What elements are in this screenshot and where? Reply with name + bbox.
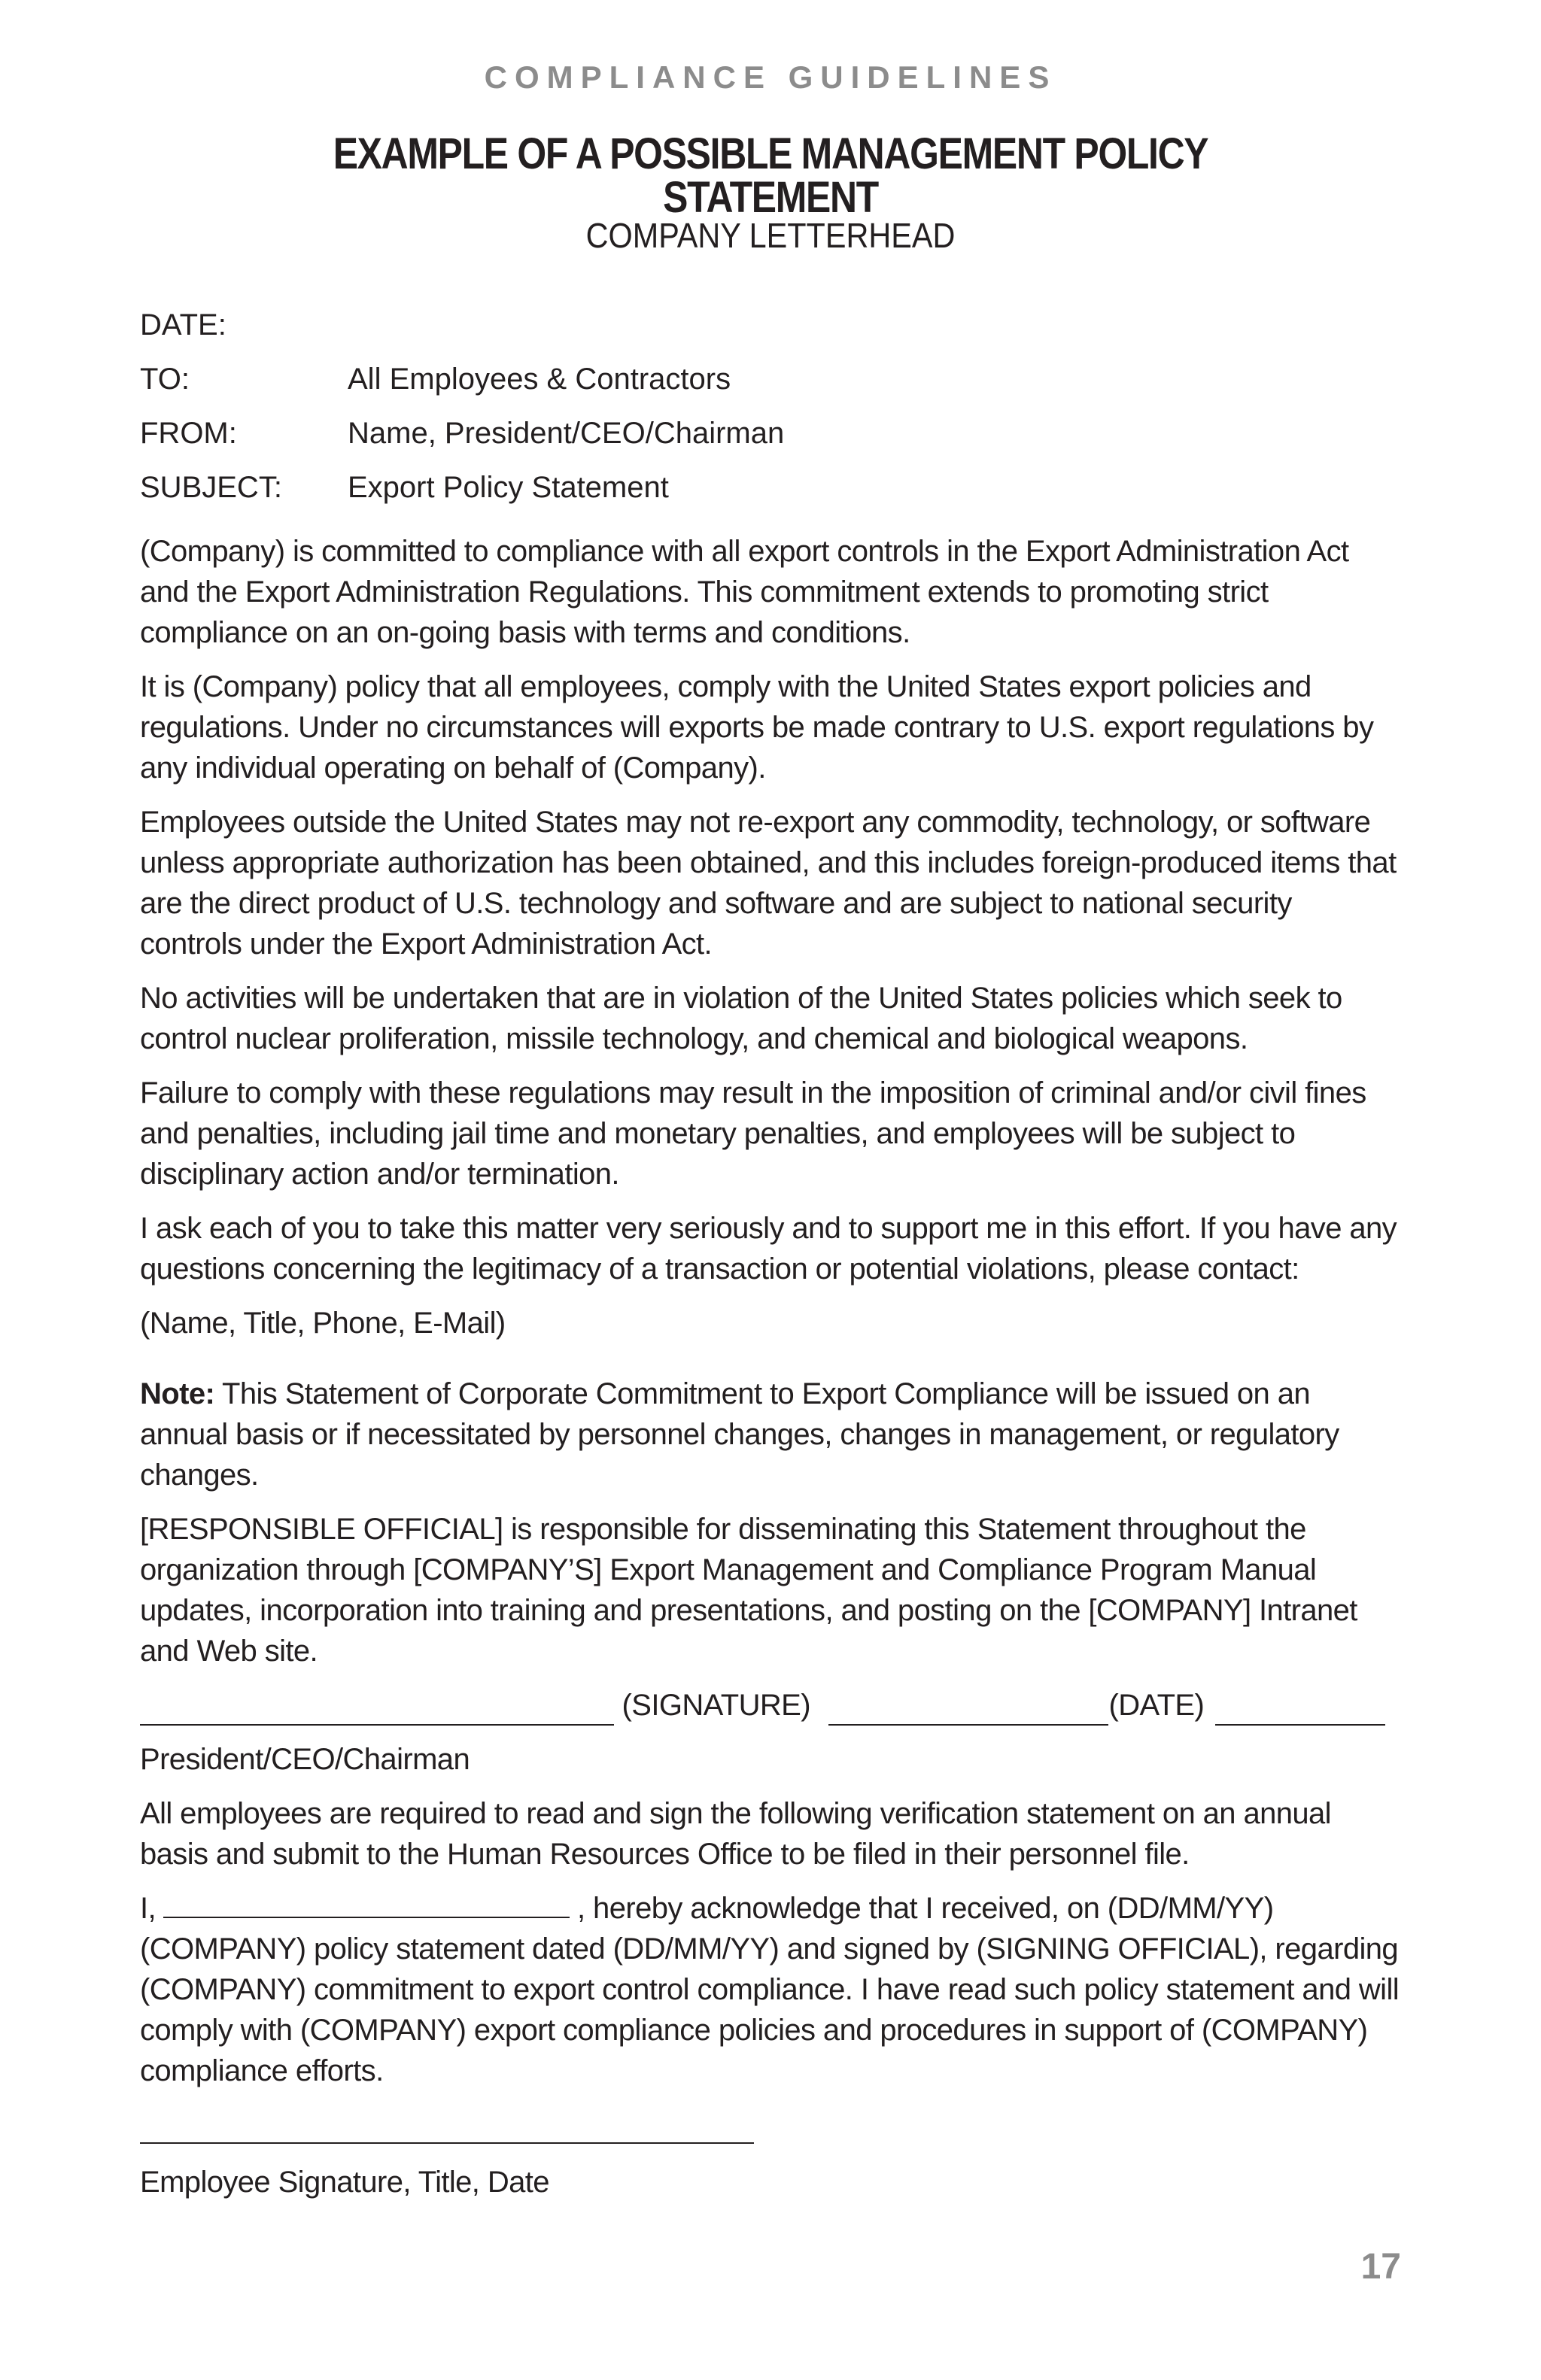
contact-placeholder: (Name, Title, Phone, E-Mail) [140,1307,506,1340]
memo-from-value: Name, President/CEO/Chairman [348,417,785,450]
note-paragraph [140,1374,1401,1495]
memo-date-label: DATE: [140,308,226,342]
acknowledgement-statement [140,1888,1401,2091]
memo-to-value: All Employees & Contractors [348,363,731,396]
letterhead-placeholder: COMPANY LETTERHEAD [585,216,956,255]
signatory-title: President/CEO/Chairman [140,1743,470,1776]
note-text: This Statement of Corporate Commitment to Export Compliance will be issued on an annual basis or if necessitated by personnel changes, changes in management, or regulatory changes. [140,1377,1339,1492]
signature-trailing-blank [1215,1694,1385,1726]
document-title: EXAMPLE OF A POSSIBLE MANAGEMENT POLICY STATEMENT [333,129,1208,222]
employee-name-blank [163,1890,570,1918]
responsible-official-paragraph: [RESPONSIBLE OFFICIAL] is responsible for disseminating this Statement throughout the organization through [COMPANY’S] Export Management and Compliance Program Manual updates, incorporation into training and presentations, and posting on the [COMPANY] Intranet and Web site. [140,1513,1357,1668]
signature-date-label: (DATE) [1108,1689,1212,1722]
memo-from-label: FROM: [140,417,237,450]
memo-subject-value: Export Policy Statement [348,471,669,504]
policy-paragraph-reexport: Employees outside the United States may not re-export any commodity, technology, or software unless appropriate authorization has been obtained, and this includes foreign-produced items that are the direct product of U.S. technology and software and are subject to national security controls under the Export Administration Act. [140,806,1397,961]
policy-paragraph-employees: It is (Company) policy that all employees, comply with the United States export policies and regulations. Under no circumstances will exports be made contrary to U.S. export regulations by any individual operating on behalf of (Company). [140,670,1374,785]
policy-paragraph-commitment: (Company) is committed to compliance with all export controls in the Export Administration Act and the Export Administration Regulations. This commitment extends to promoting strict compliance on an on-going basis with terms and conditions. [140,535,1349,649]
employee-signature-line [140,2141,754,2144]
signature-line [140,1685,1401,1726]
page-number: 17 [1360,2247,1401,2287]
policy-body [140,531,1401,2216]
policy-paragraph-activities: No activities will be undertaken that are in violation of the United States policies which seek to control nuclear proliferation, missile technology, and chemical and biological weapons. [140,982,1342,1055]
ack-prefix: I, [140,1892,157,1925]
employee-signature-caption: Employee Signature, Title, Date [140,2166,549,2199]
ack-remainder: (COMPANY) policy statement dated (DD/MM/YY) and signed by (SIGNING OFFICIAL), regarding (COMPANY) commitment to export control compliance. I have read such policy statement and will comply with (COMPANY) export compliance policies and procedures in support of (COMPANY) compliance efforts. [140,1932,1400,2087]
memo-subject-label: SUBJECT: [140,471,282,504]
ack-first-line: , hereby acknowledge that I received, on (DD/MM/YY) [577,1892,1274,1925]
policy-paragraph-penalties: Failure to comply with these regulations may result in the imposition of criminal and/or civil fines and penalties, including jail time and monetary penalties, and employees will be subject to disciplinary action and/or termination. [140,1076,1366,1191]
memo-to-label: TO: [140,363,190,396]
verification-instruction: All employees are required to read and sign the following verification statement on an annual basis and submit to the Human Resources Office to be filed in their personnel file. [140,1797,1331,1871]
signature-date-blank [828,1694,1108,1726]
note-label: Note: [140,1377,215,1410]
policy-paragraph-request: I ask each of you to take this matter very seriously and to support me in this effort. If you have any questions concerning the legitimacy of a transaction or potential violations, please contact: [140,1212,1397,1286]
signature-blank [140,1694,614,1726]
section-kicker: COMPLIANCE GUIDELINES [484,59,1057,95]
signature-label: (SIGNATURE) [614,1689,819,1722]
